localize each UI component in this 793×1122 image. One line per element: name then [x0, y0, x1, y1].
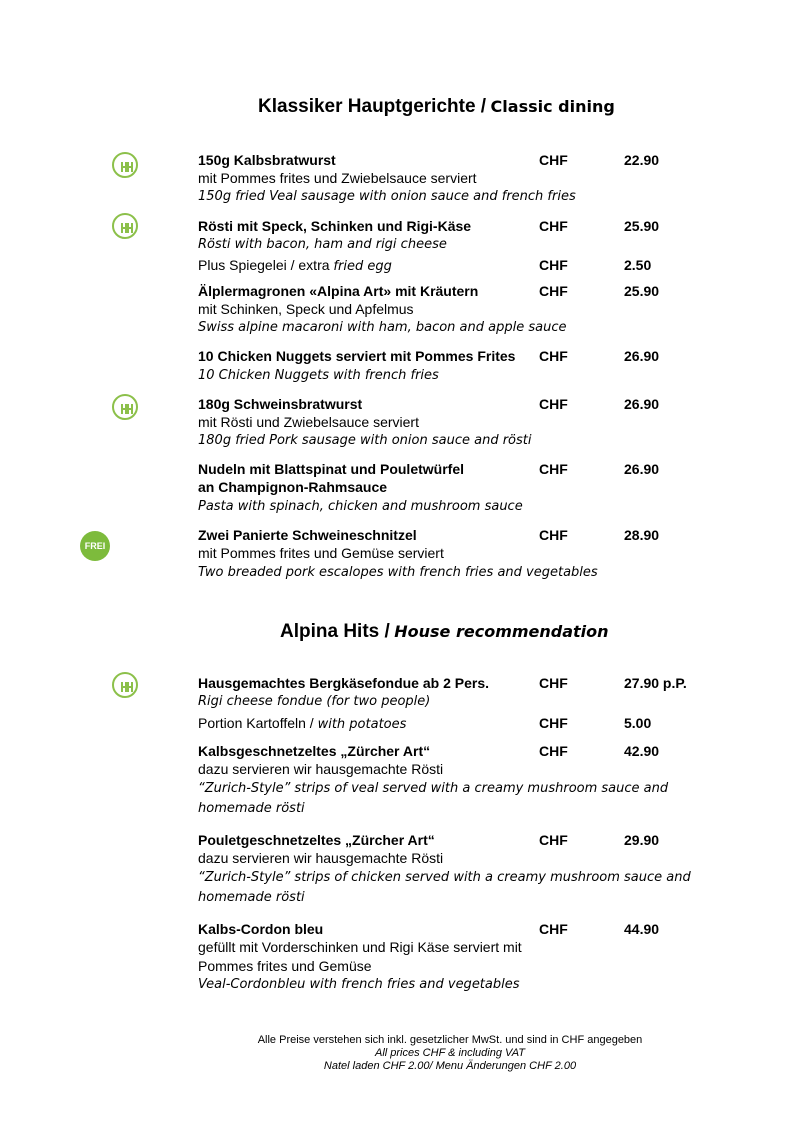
currency-label: CHF	[539, 715, 568, 731]
menu-item-english: Rösti with bacon, ham and rigi cheese	[198, 237, 447, 252]
menu-item-price: 25.90	[624, 283, 660, 299]
currency-label: CHF	[539, 461, 568, 477]
menu-item-english: Pasta with spinach, chicken and mushroom sauce	[198, 499, 523, 514]
footer-vat-en: All prices CHF & including VAT	[375, 1047, 525, 1059]
currency-label: CHF	[539, 675, 568, 691]
menu-item-extra-price: 2.50	[624, 257, 652, 273]
section-title-de: Klassiker Hauptgerichte /	[258, 96, 487, 117]
menu-item-desc-cont: Pommes frites und Gemüse	[198, 958, 372, 974]
menu-item-name: Pouletgeschnetzeltes „Zürcher Art“	[198, 832, 435, 848]
currency-label: CHF	[539, 152, 568, 168]
currency-label: CHF	[539, 283, 568, 299]
currency-label: CHF	[539, 527, 568, 543]
menu-item-price: 26.90	[624, 396, 660, 412]
currency-label: CHF	[539, 743, 568, 759]
currency-label: CHF	[539, 218, 568, 234]
menu-item-english: 150g fried Veal sausage with onion sauce and french fries	[198, 189, 576, 204]
currency-label: CHF	[539, 257, 568, 273]
menu-item-name: 150g Kalbsbratwurst	[198, 152, 336, 168]
bluetenbrot-badge-icon	[112, 213, 138, 239]
footer-extras: Natel laden CHF 2.00/ Menu Änderungen CHF 2.00	[323, 1060, 577, 1072]
section-title-en: House recommendation	[394, 622, 609, 641]
menu-item-price: 26.90	[624, 461, 660, 477]
menu-item-extra-en: with potatoes	[317, 717, 407, 732]
menu-item-extra-de: Portion Kartoffeln /	[198, 715, 318, 731]
menu-item-price: 26.90	[624, 348, 660, 364]
menu-item-english: “Zurich-Style” strips of veal served with a creamy mushroom sauce and	[198, 781, 669, 796]
menu-item-price: 44.90	[624, 921, 660, 937]
menu-item-name: Älplermagronen «Alpina Art» mit Kräutern	[198, 283, 479, 299]
section-title-de: Alpina Hits /	[280, 621, 390, 642]
menu-item-english-cont: homemade rösti	[198, 890, 305, 905]
menu-item-name: Hausgemachtes Bergkäsefondue ab 2 Pers.	[198, 675, 490, 691]
menu-item-desc: mit Rösti und Zwiebelsauce serviert	[198, 414, 419, 430]
bluetenbrot-badge-icon	[112, 394, 138, 420]
menu-item-price: 28.90	[624, 527, 660, 543]
menu-item-name: Nudeln mit Blattspinat und Pouletwürfel	[198, 461, 464, 477]
menu-item-name: Rösti mit Speck, Schinken und Rigi-Käse	[198, 218, 472, 234]
menu-item-desc: gefüllt mit Vorderschinken und Rigi Käse serviert mit	[198, 939, 522, 955]
menu-item-english: Swiss alpine macaroni with ham, bacon and apple sauce	[198, 320, 567, 335]
menu-item-english: 10 Chicken Nuggets with french fries	[198, 368, 439, 383]
currency-label: CHF	[539, 832, 568, 848]
menu-item-extra	[198, 256, 392, 276]
menu-item-english: Veal-Cordonbleu with french fries and vegetables	[198, 977, 520, 992]
menu-item-extra-de: Plus Spiegelei / extra	[198, 257, 334, 273]
section-title-classic	[258, 96, 758, 118]
bluetenbrot-badge-icon	[112, 672, 138, 698]
menu-item-price: 42.90	[624, 743, 660, 759]
menu-item-price: 22.90	[624, 152, 660, 168]
menu-item-price: 29.90	[624, 832, 660, 848]
menu-item-english: “Zurich-Style” strips of chicken served with a creamy mushroom sauce and	[198, 870, 691, 885]
footer-vat-de: Alle Preise verstehen sich inkl. gesetzlicher MwSt. und sind in CHF angegeben	[257, 1034, 643, 1046]
menu-item-price: 27.90 p.P.	[624, 675, 687, 691]
menu-item-name: 180g Schweinsbratwurst	[198, 396, 363, 412]
currency-label: CHF	[539, 921, 568, 937]
menu-item-name: Kalbs-Cordon bleu	[198, 921, 324, 937]
menu-item-english: Two breaded pork escalopes with french fries and vegetables	[198, 565, 598, 580]
section-title-hits	[280, 621, 760, 643]
menu-item-extra-price: 5.00	[624, 715, 652, 731]
menu-item-name-cont: an Champignon-Rahmsauce	[198, 479, 388, 495]
menu-item-extra	[198, 714, 406, 734]
footer	[0, 1034, 793, 1073]
menu-item-desc: dazu servieren wir hausgemachte Rösti	[198, 761, 444, 777]
menu-item-desc: mit Schinken, Speck und Apfelmus	[198, 301, 414, 317]
menu-item-name: Kalbsgeschnetzeltes „Zürcher Art“	[198, 743, 431, 759]
bluetenbrot-badge-icon	[112, 152, 138, 178]
free-badge-icon: FREI	[80, 531, 110, 561]
menu-item-english: 180g fried Pork sausage with onion sauce and rösti	[198, 433, 532, 448]
menu-item-english: Rigi cheese fondue (for two people)	[198, 694, 431, 709]
menu-item-desc: mit Pommes frites und Gemüse serviert	[198, 545, 444, 561]
currency-label: CHF	[539, 348, 568, 364]
menu-item-desc: mit Pommes frites und Zwiebelsauce serviert	[198, 170, 477, 186]
currency-label: CHF	[539, 396, 568, 412]
section-title-en: Classic dining	[490, 97, 615, 116]
menu-item-extra-en: fried egg	[333, 259, 392, 274]
menu-item-name: Zwei Panierte Schweineschnitzel	[198, 527, 417, 543]
menu-item-name: 10 Chicken Nuggets serviert mit Pommes Frites	[198, 348, 516, 364]
menu-item-desc: dazu servieren wir hausgemachte Rösti	[198, 850, 444, 866]
menu-item-price: 25.90	[624, 218, 660, 234]
menu-item-english-cont: homemade rösti	[198, 801, 305, 816]
